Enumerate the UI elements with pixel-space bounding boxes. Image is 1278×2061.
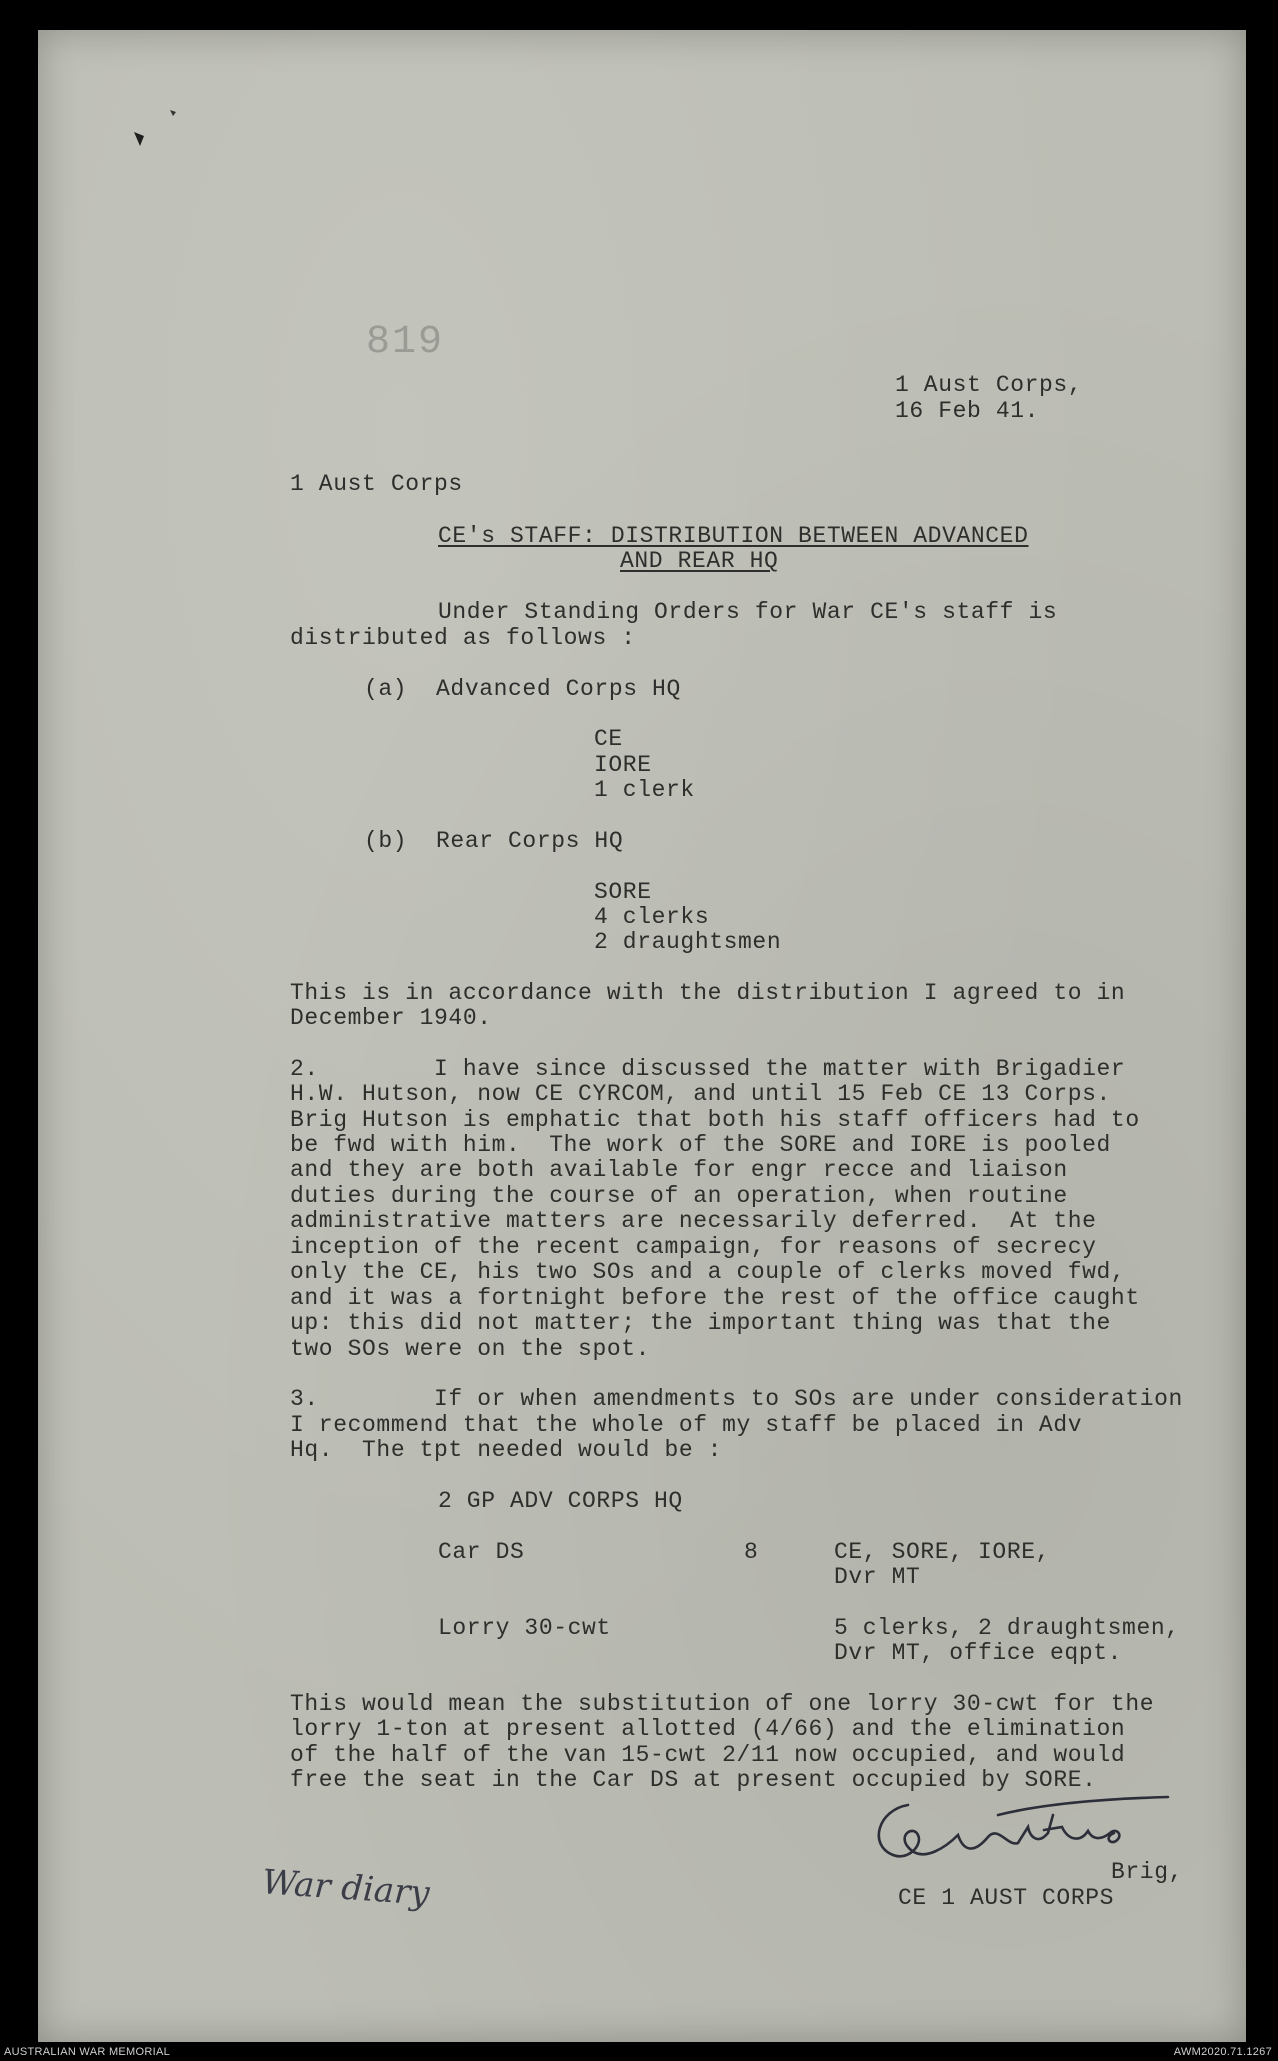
para1-line-1: This is in accordance with the distribution I agreed to in <box>290 980 1126 1006</box>
transport-row-1-load-2: Dvr MT <box>834 1564 921 1590</box>
transport-group: 2 GP ADV CORPS HQ <box>438 1488 683 1514</box>
handwritten-note: War diary <box>260 1862 431 1914</box>
para2-line-12: two SOs were on the spot. <box>290 1336 651 1362</box>
para3-line-1: 3. If or when amendments to SOs are under consideration <box>290 1386 1183 1412</box>
para2-line-6: duties during the course of an operation, when routine <box>290 1183 1068 1209</box>
document-page <box>38 30 1246 2042</box>
para2-line-7: administrative matters are necessarily deferred. At the <box>290 1208 1097 1234</box>
item-a-heading: (a) Advanced Corps HQ <box>364 676 681 702</box>
intro-line-2: distributed as follows : <box>290 625 636 651</box>
para2-line-10: and it was a fortnight before the rest of the office caught <box>290 1285 1140 1311</box>
addressee: 1 Aust Corps <box>290 471 463 497</box>
item-b-staff-1: SORE <box>594 879 652 905</box>
para4-line-3: of the half of the van 15-cwt 2/11 now occupied, and would <box>290 1742 1126 1768</box>
para2-line-1: 2. I have since discussed the matter with Brigadier <box>290 1056 1126 1082</box>
item-b-heading: (b) Rear Corps HQ <box>364 828 624 854</box>
para2-line-5: and they are both available for engr recce and liaison <box>290 1157 1068 1183</box>
item-a-staff-3: 1 clerk <box>594 777 695 803</box>
para2-line-11: up: this did not matter; the important thing was that the <box>290 1310 1111 1336</box>
intro-line-1: Under Standing Orders for War CE's staff is <box>438 599 1058 625</box>
transport-row-1-vehicle: Car DS <box>438 1539 525 1565</box>
para2-line-9: only the CE, his two SOs and a couple of clerks moved fwd, <box>290 1259 1126 1285</box>
item-a-staff-1: CE <box>594 726 623 752</box>
para4-line-2: lorry 1-ton at present allotted (4/66) and the elimination <box>290 1716 1126 1742</box>
sender-date: 16 Feb 41. <box>895 398 1040 424</box>
subject-line-2: AND REAR HQ <box>620 548 779 574</box>
para2-line-3: Brig Hutson is emphatic that both his staff officers had to <box>290 1107 1140 1133</box>
subject-line-1: CE's STAFF: DISTRIBUTION BETWEEN ADVANCED <box>438 523 1029 549</box>
file-number: 819 <box>366 320 445 365</box>
sender-line-1: 1 Aust Corps, <box>895 372 1083 398</box>
signatory-rank: Brig, <box>1111 1859 1184 1885</box>
footer-item-id: AWM2020.71.1267 <box>1173 2046 1272 2058</box>
transport-row-1-number: 8 <box>744 1539 759 1565</box>
transport-row-2-load-2: Dvr MT, office eqpt. <box>834 1640 1123 1666</box>
item-a-staff-2: IORE <box>594 752 652 778</box>
footer-archive-name: AUSTRALIAN WAR MEMORIAL <box>4 2046 171 2058</box>
para1-line-2: December 1940. <box>290 1005 492 1031</box>
para2-line-4: be fwd with him. The work of the SORE and IORE is pooled <box>290 1132 1111 1158</box>
item-b-staff-2: 4 clerks <box>594 904 710 930</box>
para2-line-8: inception of the recent campaign, for reasons of secrecy <box>290 1234 1097 1260</box>
signatory-title: CE 1 AUST CORPS <box>898 1885 1115 1911</box>
transport-row-2-vehicle: Lorry 30-cwt <box>438 1615 611 1641</box>
para2-line-2: H.W. Hutson, now CE CYRCOM, and until 15 Feb CE 13 Corps. <box>290 1081 1111 1107</box>
ink-speck-marks <box>118 100 198 160</box>
transport-row-1-load-1: CE, SORE, IORE, <box>834 1539 1051 1565</box>
para4-line-4: free the seat in the Car DS at present occupied by SORE. <box>290 1767 1097 1793</box>
transport-row-2-load-1: 5 clerks, 2 draughtsmen, <box>834 1615 1180 1641</box>
para3-line-3: Hq. The tpt needed would be : <box>290 1437 723 1463</box>
para3-line-2: I recommend that the whole of my staff be placed in Adv <box>290 1412 1083 1438</box>
para4-line-1: This would mean the substitution of one lorry 30-cwt for the <box>290 1691 1155 1717</box>
item-b-staff-3: 2 draughtsmen <box>594 929 782 955</box>
